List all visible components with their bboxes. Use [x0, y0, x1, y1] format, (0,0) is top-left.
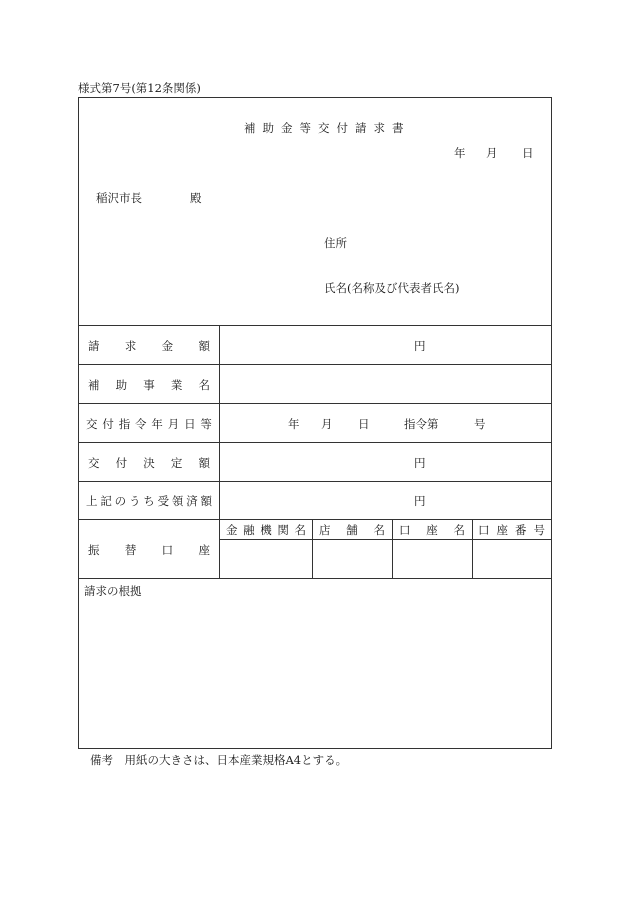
- label-char: 番: [515, 523, 527, 537]
- label-request-amount: [80, 338, 218, 354]
- label-char: 額: [200, 494, 212, 508]
- label-char: う: [128, 494, 141, 508]
- footnote: 備考 用紙の大きさは、日本産業規格A4とする。: [90, 753, 348, 767]
- basis-label: 請求の根拠: [84, 584, 142, 598]
- label-char: 令: [135, 417, 147, 431]
- label-received-amount: [80, 493, 218, 509]
- date-day: 日: [522, 146, 534, 160]
- label-grant-order-date: [80, 416, 218, 432]
- label-char: の: [114, 494, 127, 508]
- label-decided-amount: [80, 455, 218, 471]
- label-char: 機: [260, 523, 272, 537]
- label-char: 求: [124, 339, 137, 353]
- grant-order-prefix: 指令第: [404, 417, 439, 431]
- account-col-divider: [312, 519, 313, 578]
- label-char: 補: [88, 378, 100, 392]
- form-number: 様式第7号(第12条関係): [78, 81, 201, 95]
- grant-order-day: 日: [358, 417, 370, 431]
- received-amount-unit: 円: [414, 494, 426, 508]
- addressee-name: 稲沢市長: [96, 191, 142, 205]
- label-char: 金: [226, 523, 238, 537]
- label-char: 業: [170, 378, 183, 392]
- label-char: 額: [198, 339, 210, 353]
- label-char: 月: [167, 417, 180, 431]
- account-header-account-name: [399, 522, 465, 538]
- row-divider: [79, 442, 551, 443]
- label-char: 額: [198, 456, 210, 470]
- row-divider: [79, 325, 551, 326]
- grant-order-month: 月: [321, 417, 333, 431]
- label-char: 名: [373, 523, 385, 537]
- label-char: 座: [198, 543, 210, 557]
- label-char: 付: [115, 456, 128, 470]
- account-col-divider: [392, 519, 393, 578]
- label-char: 替: [124, 543, 137, 557]
- label-char: 日: [184, 417, 196, 431]
- label-project-name: [80, 377, 218, 393]
- label-char: 等: [200, 417, 212, 431]
- label-char: 年: [151, 417, 163, 431]
- label-char: 受: [157, 494, 170, 508]
- request-amount-unit: 円: [414, 339, 426, 353]
- label-char: 舗: [346, 523, 358, 537]
- label-char: 助: [115, 378, 128, 392]
- address-label: 住所: [324, 236, 347, 250]
- label-char: 名: [294, 523, 306, 537]
- label-char: 名: [453, 523, 465, 537]
- label-char: 関: [277, 523, 289, 537]
- label-char: 金: [161, 339, 174, 353]
- label-char: 座: [426, 523, 438, 537]
- row-divider: [79, 519, 551, 520]
- account-header-bank: [226, 522, 306, 538]
- addressee-honorific: 殿: [190, 191, 202, 205]
- label-column-divider: [219, 325, 220, 578]
- account-header-account-number: [478, 522, 545, 538]
- label-char: 事: [143, 378, 155, 392]
- label-char: 口: [399, 523, 411, 537]
- label-char: 定: [170, 456, 183, 470]
- form-title: 補助金等交付請求書: [244, 121, 411, 135]
- label-char: 号: [533, 523, 545, 537]
- label-char: 付: [102, 417, 114, 431]
- grant-order-year: 年: [288, 417, 300, 431]
- label-char: 記: [100, 494, 112, 508]
- label-char: 融: [243, 523, 255, 537]
- decided-amount-unit: 円: [414, 456, 426, 470]
- date-month: 月: [486, 146, 498, 160]
- label-char: 振: [88, 543, 100, 557]
- account-col-divider: [472, 519, 473, 578]
- label-transfer-account: [80, 542, 218, 558]
- label-char: 決: [143, 456, 155, 470]
- label-char: 済: [186, 494, 198, 508]
- label-char: 交: [86, 417, 98, 431]
- date-year: 年: [454, 146, 466, 160]
- label-char: 交: [88, 456, 100, 470]
- row-divider: [79, 481, 551, 482]
- label-char: 座: [496, 523, 508, 537]
- label-char: 請: [88, 339, 100, 353]
- row-divider: [79, 578, 551, 579]
- label-char: ち: [143, 494, 155, 508]
- row-divider: [79, 403, 551, 404]
- row-divider: [79, 364, 551, 365]
- label-char: 口: [478, 523, 490, 537]
- name-label: 氏名(名称及び代表者氏名): [324, 281, 460, 295]
- account-header-branch: [319, 522, 385, 538]
- label-char: 名: [198, 378, 210, 392]
- grant-order-suffix: 号: [474, 417, 486, 431]
- label-char: 上: [86, 494, 98, 508]
- label-char: 口: [161, 543, 174, 557]
- label-char: 店: [319, 523, 331, 537]
- label-char: 指: [118, 417, 131, 431]
- label-char: 領: [171, 494, 184, 508]
- account-header-divider: [219, 539, 551, 540]
